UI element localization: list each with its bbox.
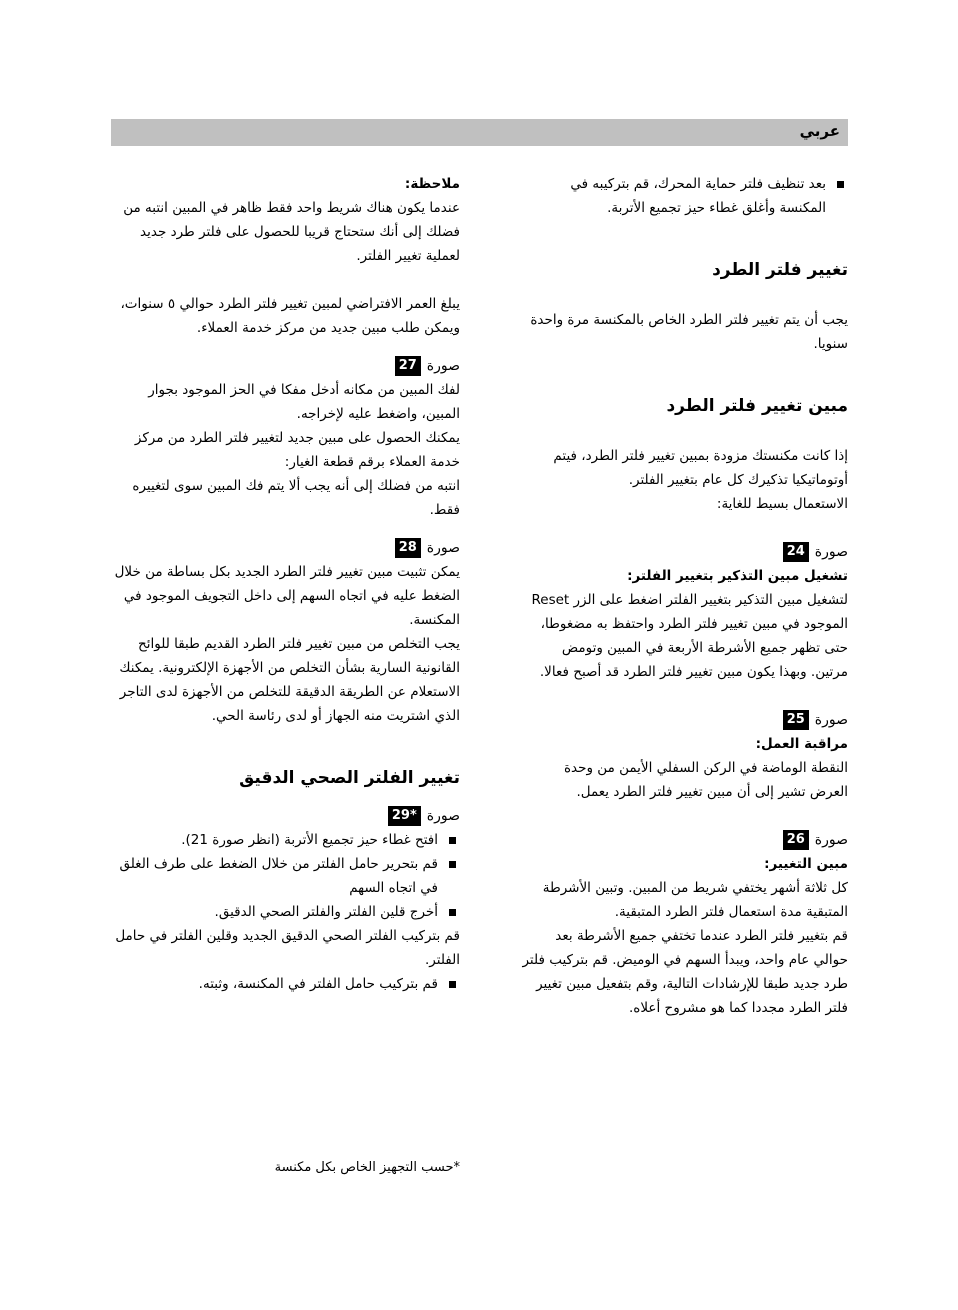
- section-heading-change-exhaust-filter: تغيير فلتر الطرد: [712, 260, 848, 280]
- figure-number-badge: 25: [783, 710, 809, 730]
- figure-number-badge: 28: [395, 538, 421, 558]
- figure-29-label: صورة 29*: [110, 804, 460, 828]
- figure-number-badge: 27: [395, 356, 421, 376]
- figure-24-text: لتشغيل مبين التذكير بتغيير الفلتر اضغط على الزر Reset الموجود في مبين تغيير فلتر الطرد واحتفظ به مضغوطا، حتى تظهر جميع الأشرطة الأربعة في المبين وتومض مرتين. وبهذا يكون مبين تغيير فلتر الطرد قد أصبح فعالا.: [531, 592, 848, 680]
- step-3: أخرج قلين الفلتر والفلتر الصحي الدقيق.: [110, 900, 460, 924]
- figure-26-title: مبين التغيير:: [764, 856, 848, 872]
- figure-27-label: صورة 27: [110, 354, 460, 378]
- step-1: افتح غطاء حيز تجميع الأتربة (انظر صورة 21).: [110, 828, 460, 852]
- language-title: عربي: [799, 122, 840, 140]
- figure-number-badge: 29*: [388, 806, 421, 826]
- figure-28-p2: يجب التخلص من مبين تغيير فلتر الطرد القديم طبقا للوائح القانونية السارية بشأن التخلص من الأجهزة الإلكترونية. يمكنك الاستعلام عن الطريقة الدقيقة للتخلص من الأجهزة لدى التاجر الذي اشتريت منه الجهاز أو لدى رئاسة الحي.: [119, 636, 460, 724]
- usage-note: الاستعمال بسيط للغاية:: [716, 496, 848, 512]
- figure-26-text-2: قم بتغيير فلتر الطرد عندما تختفي جميع الأشرطة بعد حوالي عام واحد، ويبدأ السهم في الوميض. قم بتركيب فلتر طرد جديد طبقا للإرشادات التالية، وقم بتفعيل مبين تغيير فلتر الطرد مجددا كما هو مشروح أعلاه.: [522, 928, 848, 1016]
- figure-26-text-1: كل ثلاثة أشهر يختفي شريط من المبين. وتبين الأشرطة المتبقية مدة استعمال فلتر الطرد المتبقية.: [542, 880, 848, 920]
- footnote: *حسب التجهيز الخاص بكل مكنسة: [274, 1160, 460, 1175]
- figure-28-p1: يمكن تثبيت مبين تغيير فلتر الطرد الجديد بكل بساطة من خلال الضغط عليه في اتجاه السهم إلى داخل التجويف الموجود في المكنسة.: [114, 564, 460, 628]
- figure-number-badge: 26: [783, 830, 809, 850]
- note-title: ملاحظة:: [404, 176, 460, 192]
- note-text: عندما يكون هناك شريط واحد فقط ظاهر في المبين انتبه من فضلك إلى أنك ستحتاج قريبا للحصول على فلتر طرد جديد لعملية تغيير الفلتر.: [123, 200, 460, 264]
- figure-number-badge: 24: [783, 542, 809, 562]
- section-heading-hygiene-filter: تغيير الفلتر الصحي الدقيق: [239, 768, 460, 788]
- figure-28-label: صورة 28: [110, 536, 460, 560]
- figure-27-p3: انتبه من فضلك إلى أنه يجب ألا يتم فك المبين سوى لتغييره فقط.: [132, 478, 460, 518]
- figure-27-p2: يمكنك الحصول على مبين جديد لتغيير فلتر الطرد من مركز خدمة العملاء برقم قطعة الغيار:: [134, 430, 460, 470]
- section-body-filter-indicator: إذا كانت مكنستك مزودة بمبين تغيير فلتر الطرد، فيتم أوتوماتيكيا تذكيرك كل عام بتغيير الفلتر.: [553, 448, 848, 488]
- figure-26-label: صورة 26: [522, 828, 848, 852]
- figure-25-text: النقطة الوماضة في الركن السفلي الأيمن من وحدة العرض تشير إلى أن مبين تغيير فلتر الطرد يعمل.: [563, 760, 848, 800]
- figure-27-p1: لفك المبين من مكانه أدخل مفكا في الحز الموجود بجوار المبين، واضغط عليه لإخراجه.: [148, 382, 460, 422]
- note-lifespan: يبلغ العمر الافتراضي لمبين تغيير فلتر الطرد حوالي ٥ سنوات، ويمكن طلب مبين جديد من مركز خدمة العملاء.: [120, 296, 460, 336]
- language-header-bar: [111, 119, 848, 146]
- figure-25-title: مراقبة العمل:: [755, 736, 848, 752]
- step-3-continuation: قم بتركيب الفلتر الصحي الدقيق الجديد وقلين الفلتر في حامل الفلتر.: [115, 928, 460, 968]
- figure-24-label: صورة 24: [522, 540, 848, 564]
- section-heading-filter-indicator: مبين تغيير فلتر الطرد: [666, 396, 848, 416]
- figure-25-label: صورة 25: [522, 708, 848, 732]
- right-column: [522, 172, 848, 1020]
- step-4: قم بتركيب حامل الفلتر في المكنسة، وثبته.: [110, 972, 460, 996]
- section-body-change-exhaust-filter: يجب أن يتم تغيير فلتر الطرد الخاص بالمكنسة مرة واحدة سنويا.: [530, 312, 848, 352]
- left-column: [110, 172, 460, 996]
- intro-bullet: بعد تنظيف فلتر حماية المحرك، قم بتركيبه في المكنسة وأغلق غطاء حيز تجميع الأتربة.: [522, 172, 848, 220]
- step-2: قم بتحرير حامل الفلتر من خلال الضغط على طرف الغلق في اتجاه السهم: [110, 852, 460, 900]
- figure-24-title: تشغيل مبين التذكير بتغيير الفلتر:: [627, 568, 848, 584]
